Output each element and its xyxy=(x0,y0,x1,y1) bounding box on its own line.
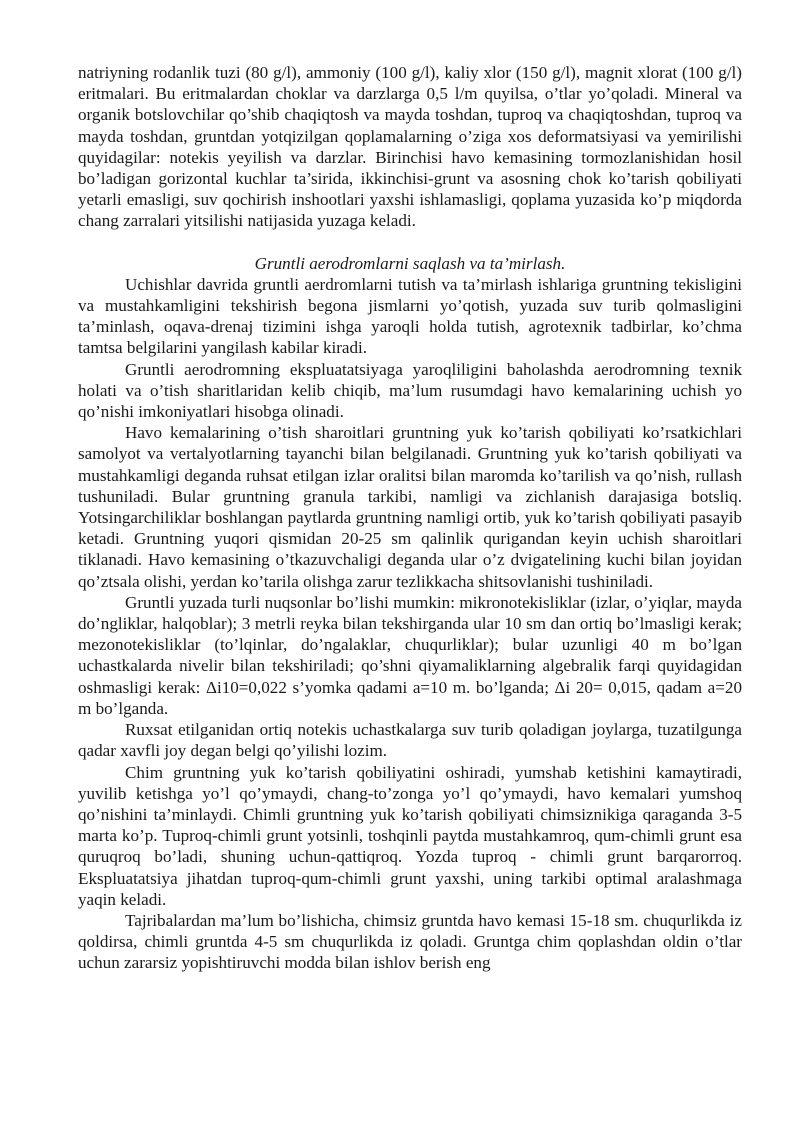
body-paragraph: Uchishlar davrida gruntli aerdromlarni tutish va ta’mirlash ishlariga gruntning tekisligini va mustahkamligini tekshirish begona jismlarni yo’qotish, yuzada suv turib qolmasligini ta’minlash, oqava-drenaj tizimini ishga yaroqli holda tutish, agrotexnik tadbirlar, ko’chma tamtsa belgilarini yangilash kabilar kiradi. xyxy=(78,274,742,358)
body-paragraph: Gruntli aerodromning ekspluatatsiyaga yaroqliligini baholashda aerodromning texnik holati va o’tish sharitlaridan kelib chiqib, ma’lum rusumdagi havo kemalarining uchish yo qo’nishi imkoniyatlari hisobga olinadi. xyxy=(78,359,742,422)
body-paragraph: Chim gruntning yuk ko’tarish qobiliyatini oshiradi, yumshab ketishini kamaytiradi, yuvilib ketishga yo’l qo’ymaydi, chang-to’zonga yo’l qo’ymaydi, havo kemalari yumshoq qo’nishini ta’minlaydi. Chimli gruntning yuk ko’tarish qobiliyati chimsiznikiga qaraganda 3-5 marta ko’p. Tuproq-chimli grunt yotsinli, toshqinli paytda mustahkamroq, qum-chimli grunt esa quruqroq bo’ladi, shuning uchun-qattiqroq. Yozda tuproq - chimli grunt barqarorroq. Ekspluatatsiya jihatdan tuproq-qum-chimli grunt yaxshi, uning tarkibi optimal aralashmaga yaqin keladi. xyxy=(78,762,742,909)
body-paragraph: Tajribalardan ma’lum bo’lishicha, chimsiz gruntda havo kemasi 15-18 sm. chuqurlikda iz qoldirsa, chimli gruntda 4-5 sm chuqurlikda iz qoladi. Gruntga chim qoplashdan oldin o’tlar uchun zararsiz yopishtiruvchi modda bilan ishlov berish eng xyxy=(78,910,742,973)
document-page xyxy=(78,62,742,974)
body-paragraph: Ruxsat etilganidan ortiq notekis uchastkalarga suv turib qoladigan joylarga, tuzatilgunga qadar xavfli joy degan belgi qo’yilishi lozim. xyxy=(78,720,742,761)
body-paragraph: Havo kemalarining o’tish sharoitlari gruntning yuk ko’tarish qobiliyati ko’rsatkichlari samolyot va vertalyotlarning tayanchi bilan belgilanadi. Gruntning yuk ko’tarish qobiliyati va mustahkamligi deganda ruhsat etilgan izlar oralitsi bilan maromda ko’tarilish va qo’nish, rullash tushuniladi. Bular gruntning granula tarkibi, namligi va zichlanish darajasiga botsliq. Yotsingarchiliklar boshlangan paytlarda gruntning namligi ortib, yuk ko’tarish qobiliyati pasayib ketadi. Gruntning yuqori qismidan 20-25 sm qalinlik qurigandan keyin uchish sharoitlari tiklanadi. Havo kemasining o’tkazuvchaligi deganda ular o’z dvigatelining kuchi bilan joyidan qo’ztsala olishi, yerdan ko’tarila olishga zarur tezlikkacha shitsovlanishi tushiniladi. xyxy=(78,423,742,591)
intro-paragraph: natriyning rodanlik tuzi (80 g/l), ammoniy (100 g/l), kaliy xlor (150 g/l), magnit xlorat (100 g/l) eritmalari. Bu eritmalardan choklar va darzlarga 0,5 l/m quyilsa, o’tlar yo’qoladi. Mineral va organik botslovchilar qo’shib chaqiqtosh va mayda toshdan, tuproq va chaqiqtoshdan, tuproq va mayda toshdan, gruntdan yotqizilgan qoplamalarning o’ziga xos deformatsiyasi va yemirilishi quyidagilar: notekis yeyilish va darzlar. Birinchisi havo kemasining tormozlanishidan hosil bo’ladigan gorizontal kuchlar ta’sirida, ikkinchisi-grunt va asosning chok ko’tarish qobiliyati yetarli emasligi, suv qochirish inshootlari yaxshi ishlamasligi, qoplama yuzasida ko’p miqdorda chang zarralari yitsilishi natijasida yuzaga keladi. xyxy=(78,63,742,231)
section-heading: Gruntli aerodromlarni saqlash va ta’mirlash. xyxy=(254,253,566,273)
body-paragraph: Gruntli yuzada turli nuqsonlar bo’lishi mumkin: mikronotekisliklar (izlar, o’yiqlar, mayda do’ngliklar, halqoblar); 3 metrli reyka bilan tekshirganda ular 10 sm dan ortiq bo’lmasligi kerak; mezonotekisliklar (to’lqinlar, do’ngalaklar, chuqurliklar); bular uzunligi 40 m bo’lgan uchastkalarda nivelir bilan tekshiriladi; qo’shni qiyamaliklarning algebralik farqi quyidagidan oshmasligi kerak: Δi10=0,022 s’yomka qadami a=10 m. bo’lganda; Δi 20= 0,015, qadam a=20 m bo’lganda. xyxy=(78,592,742,718)
